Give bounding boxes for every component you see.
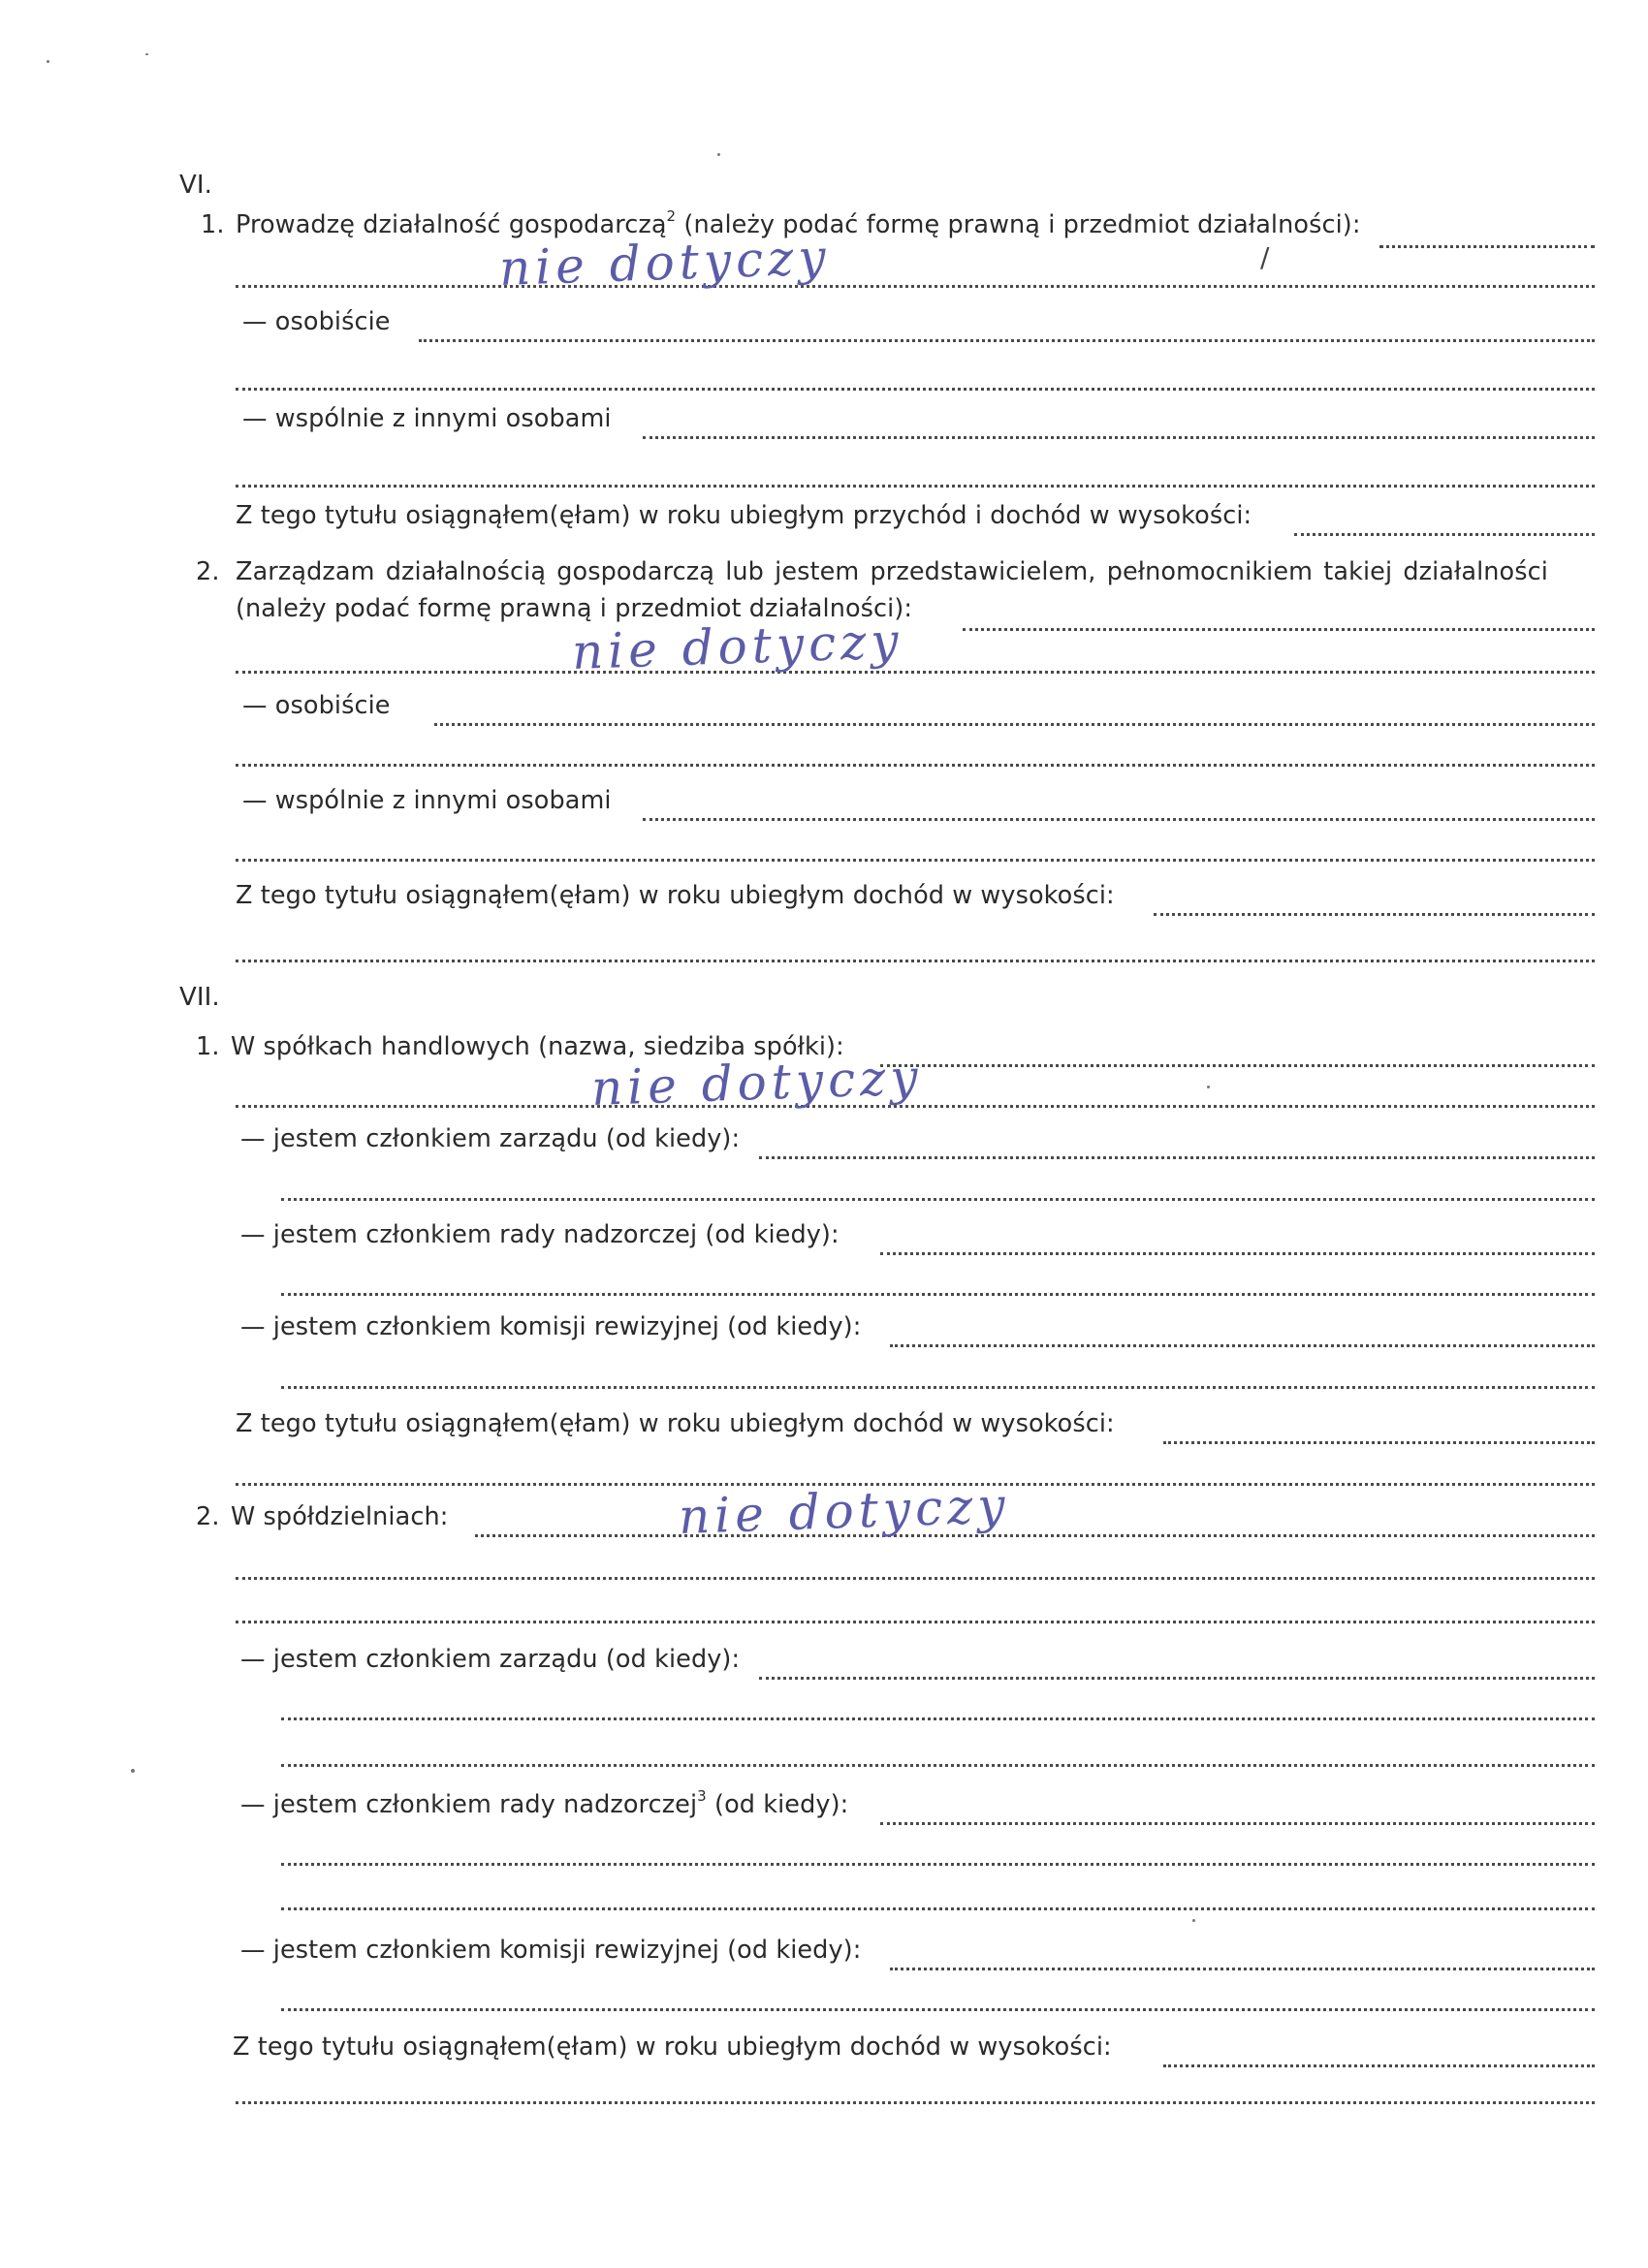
vi-item1-jointly-label: — wspólnie z innymi osobami bbox=[242, 404, 612, 433]
vii-item2-field-line[interactable] bbox=[475, 1534, 1595, 1537]
scan-speck bbox=[1207, 1086, 1210, 1088]
vii-item1-audit-line[interactable] bbox=[890, 1344, 1595, 1347]
vi-item2-income-label: Z tego tytułu osiągnąłem(ęłam) w roku ubiegłym dochód w wysokości: bbox=[236, 881, 1115, 910]
vii-item1-board-label: — jestem członkiem zarządu (od kiedy): bbox=[240, 1124, 741, 1153]
vii-item2-answer-line[interactable] bbox=[236, 1577, 1595, 1580]
vi-item1-jointly-line-2[interactable] bbox=[236, 485, 1595, 488]
vi-item2-answer-line[interactable] bbox=[236, 671, 1595, 674]
vii-item2-number: 2. bbox=[196, 1502, 220, 1531]
vii-item1-answer-line[interactable] bbox=[236, 1105, 1595, 1108]
scan-speck bbox=[1192, 1919, 1195, 1922]
scan-speck bbox=[47, 60, 49, 63]
vii-item1-board-line[interactable] bbox=[759, 1156, 1595, 1159]
vii-item2-income-line[interactable] bbox=[1163, 2064, 1595, 2067]
vii-item1-text: W spółkach handlowych (nazwa, siedziba spółki): bbox=[231, 1032, 844, 1061]
vi-item1-personally-line[interactable] bbox=[419, 339, 1595, 342]
vi-item1-field-line[interactable] bbox=[1379, 245, 1595, 248]
section-vii-label: VII. bbox=[179, 983, 220, 1012]
vi-item2-jointly-line[interactable] bbox=[643, 818, 1595, 821]
vi-item1-text-after: (należy podać formę prawną i przedmiot działalności): bbox=[676, 210, 1361, 239]
vi-item1-number: 1. bbox=[201, 210, 225, 239]
vii-item2-board-line-2[interactable] bbox=[281, 1717, 1595, 1720]
vii-item2-supervisory-line-3[interactable] bbox=[281, 1907, 1595, 1910]
vi-item2-personally-label: — osobiście bbox=[242, 691, 391, 720]
vii-item1-audit-line-2[interactable] bbox=[281, 1386, 1595, 1389]
scan-speck bbox=[145, 53, 148, 55]
vii-item2-board-line-3[interactable] bbox=[281, 1764, 1595, 1767]
vii-item1-handwritten-answer: nie dotyczy bbox=[589, 1049, 924, 1117]
vii-item1-board-line-2[interactable] bbox=[281, 1198, 1595, 1201]
vii-item2-income-label: Z tego tytułu osiągnąłem(ęłam) w roku ubiegłym dochód w wysokości: bbox=[233, 2032, 1112, 2062]
vii-item1-supervisory-line-2[interactable] bbox=[281, 1293, 1595, 1296]
vii-item2-supervisory-after: (od kiedy): bbox=[706, 1790, 849, 1819]
vi-item2-field-line[interactable] bbox=[963, 628, 1595, 631]
vii-item1-income-line[interactable] bbox=[1163, 1441, 1595, 1444]
vii-item2-supervisory-line-2[interactable] bbox=[281, 1863, 1595, 1866]
vii-item2-board-line[interactable] bbox=[759, 1677, 1595, 1680]
vii-item2-board-label: — jestem członkiem zarządu (od kiedy): bbox=[240, 1645, 741, 1674]
vi-item1-text-main: Prowadzę działalność gospodarczą bbox=[236, 210, 667, 239]
vii-item2-handwritten-answer: nie dotyczy bbox=[677, 1477, 1011, 1545]
vi-item2-jointly-label: — wspólnie z innymi osobami bbox=[242, 786, 612, 815]
vi-item1-handwritten-answer: nie dotyczy bbox=[497, 229, 832, 297]
vi-item1-personally-line-2[interactable] bbox=[236, 388, 1595, 391]
vi-item1-personally-label: — osobiście bbox=[242, 307, 391, 336]
vii-item2-supervisory-text: — jestem członkiem rady nadzorczej bbox=[240, 1790, 698, 1819]
vii-item1-number: 1. bbox=[196, 1032, 220, 1061]
scan-speck bbox=[131, 1769, 135, 1773]
vi-item2-jointly-line-2[interactable] bbox=[236, 859, 1595, 862]
vi-item1-jointly-line[interactable] bbox=[643, 436, 1595, 439]
vi-item2-income-line-2[interactable] bbox=[236, 960, 1595, 962]
vi-item2-income-line[interactable] bbox=[1154, 913, 1595, 916]
vi-item1-answer-line[interactable] bbox=[236, 285, 1595, 288]
vi-item2-text-line1: Zarządzam działalnością gospodarczą lub jestem przedstawicielem, pełnomocnikiem takiej działalności bbox=[236, 557, 1548, 586]
vii-item2-income-line-2[interactable] bbox=[236, 2101, 1595, 2104]
vi-item2-personally-line-2[interactable] bbox=[236, 764, 1595, 767]
scan-speck bbox=[717, 153, 720, 156]
footnote-ref-3: 3 bbox=[697, 1786, 707, 1805]
vi-item1-income-line[interactable] bbox=[1294, 533, 1595, 536]
vii-item2-answer-line-2[interactable] bbox=[236, 1621, 1595, 1623]
vii-item2-text: W spółdzielniach: bbox=[231, 1502, 449, 1531]
section-vi-label: VI. bbox=[179, 171, 213, 200]
vii-item2-audit-line-2[interactable] bbox=[281, 2008, 1595, 2011]
vi-item1-handwritten-slash: / bbox=[1260, 241, 1270, 273]
vii-item1-supervisory-line[interactable] bbox=[880, 1252, 1595, 1255]
vii-item1-field-line[interactable] bbox=[880, 1064, 1595, 1067]
vii-item1-audit-label: — jestem członkiem komisji rewizyjnej (od kiedy): bbox=[240, 1312, 862, 1341]
vi-item2-personally-line[interactable] bbox=[434, 723, 1595, 726]
vii-item2-audit-line[interactable] bbox=[890, 1968, 1595, 1970]
vi-item1-income-label: Z tego tytułu osiągnąłem(ęłam) w roku ubiegłym przychód i dochód w wysokości: bbox=[236, 501, 1252, 530]
vi-item2-handwritten-answer: nie dotyczy bbox=[570, 613, 904, 680]
vi-item2-text-line2: (należy podać formę prawną i przedmiot działalności): bbox=[236, 594, 913, 623]
vii-item2-supervisory-line[interactable] bbox=[880, 1822, 1595, 1825]
vii-item2-audit-label: — jestem członkiem komisji rewizyjnej (od kiedy): bbox=[240, 1936, 862, 1965]
vi-item2-number: 2. bbox=[196, 557, 220, 586]
vii-item1-income-label: Z tego tytułu osiągnąłem(ęłam) w roku ubiegłym dochód w wysokości: bbox=[236, 1409, 1115, 1438]
footnote-ref-2: 2 bbox=[666, 206, 677, 225]
vii-item2-supervisory-label bbox=[240, 1786, 849, 1819]
vii-item1-supervisory-label: — jestem członkiem rady nadzorczej (od kiedy): bbox=[240, 1220, 840, 1249]
